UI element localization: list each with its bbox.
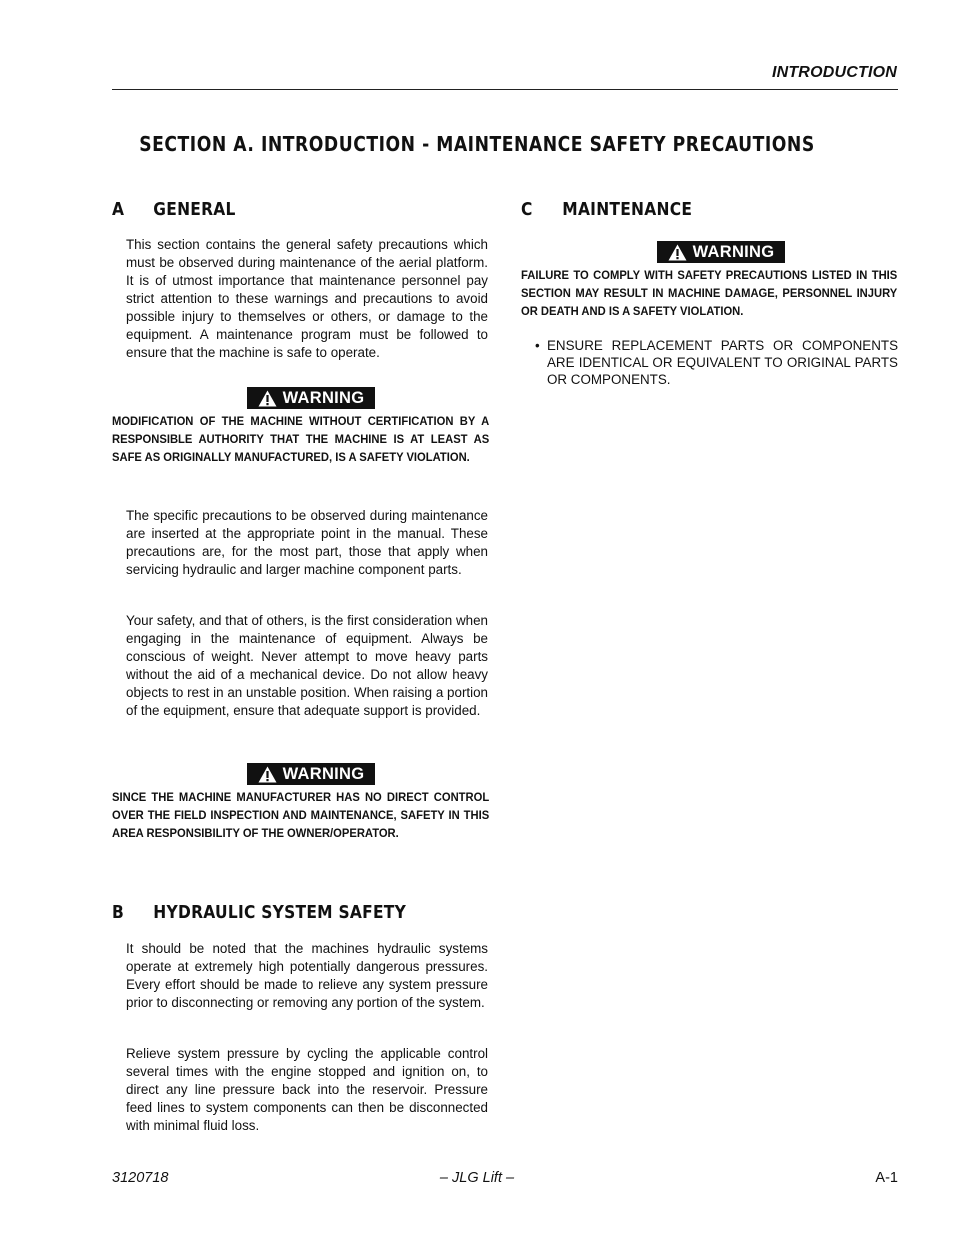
hydraulic-paragraph-1: It should be noted that the machines hydraulic systems operate at extremely high potentially dangerous pressures. Every effort should be made to relieve any system pressure prior to disconnecting or removing any portion of the system.	[126, 941, 488, 1010]
heading-letter: B	[112, 902, 125, 923]
warning-triangle-icon	[258, 766, 277, 783]
warning-triangle-icon	[668, 244, 687, 261]
heading-label: HYDRAULIC SYSTEM SAFETY	[153, 902, 407, 923]
document-number: 3120718	[112, 1170, 169, 1186]
warning-label-text: WARNING	[692, 242, 775, 261]
hydraulic-paragraph-2: Relieve system pressure by cycling the applicable control several times with the engine stopped and ignition on, to direct any line pressure back into the reservoir. Pressure feed lines to system components can then be disconnected with minimal fluid loss.	[126, 1046, 488, 1133]
header-divider	[112, 89, 898, 90]
general-paragraph-2: The specific precautions to be observed during maintenance are inserted at the appropriate point in the manual. These precautions are, for the most part, those that apply when servicing hydraulic and larger machine component parts.	[126, 508, 488, 577]
footer-publisher: – JLG Lift –	[439, 1170, 515, 1186]
warning-label-text: WARNING	[282, 388, 365, 407]
warning-triangle-icon	[258, 390, 277, 407]
warning-text-3: FAILURE TO COMPLY WITH SAFETY PRECAUTIONS LISTED IN THIS SECTION MAY RESULT IN MACHINE DAMAGE, PERSONNEL INJURY OR DEATH AND IS A SAFETY VIOLATION.	[521, 268, 898, 318]
heading-maintenance	[521, 199, 692, 220]
heading-label: MAINTENANCE	[562, 199, 693, 220]
bullet-text: ENSURE REPLACEMENT PARTS OR COMPONENTS ARE IDENTICAL OR EQUIVALENT TO ORIGINAL PARTS OR COMPONENTS.	[547, 338, 898, 387]
warning-label-text: WARNING	[282, 764, 365, 783]
warning-label-3	[657, 241, 785, 263]
running-header: INTRODUCTION	[771, 64, 897, 81]
warning-text-1: MODIFICATION OF THE MACHINE WITHOUT CERTIFICATION BY A RESPONSIBLE AUTHORITY THAT THE MACHINE IS AT LEAST AS SAFE AS ORIGINALLY MANUFACTURED, IS A SAFETY VIOLATION.	[112, 414, 490, 464]
warning-label-2	[247, 763, 375, 785]
heading-letter: A	[112, 199, 125, 220]
heading-hydraulic-system-safety	[112, 902, 406, 923]
bullet-item	[535, 337, 898, 388]
warning-text-2: SINCE THE MACHINE MANUFACTURER HAS NO DIRECT CONTROL OVER THE FIELD INSPECTION AND MAINTENANCE, SAFETY IN THIS AREA RESPONSIBILITY OF THE OWNER/OPERATOR.	[112, 790, 490, 840]
general-paragraph-3: Your safety, and that of others, is the first consideration when engaging in the maintenance of equipment. Always be conscious of weight. Never attempt to move heavy parts without the aid of a mechanical device. Do not allow heavy objects to rest in an unstable position. When raising a portion of the equipment, ensure that adequate support is provided.	[126, 613, 488, 718]
warning-label-1	[247, 387, 375, 409]
heading-general	[112, 199, 236, 220]
page-number: A-1	[875, 1170, 898, 1186]
bullet-icon: •	[535, 338, 540, 353]
heading-label: GENERAL	[153, 199, 236, 220]
section-title: SECTION A. INTRODUCTION - MAINTENANCE SAFETY PRECAUTIONS	[139, 132, 815, 156]
heading-letter: C	[521, 199, 533, 220]
general-paragraph-1: This section contains the general safety precautions which must be observed during maintenance of the aerial platform. It is of utmost importance that maintenance personnel pay strict attention to these warnings and precautions to avoid possible injury to themselves or others, or damage to the equipment. A maintenance program must be followed to ensure that the machine is safe to operate.	[126, 237, 488, 360]
